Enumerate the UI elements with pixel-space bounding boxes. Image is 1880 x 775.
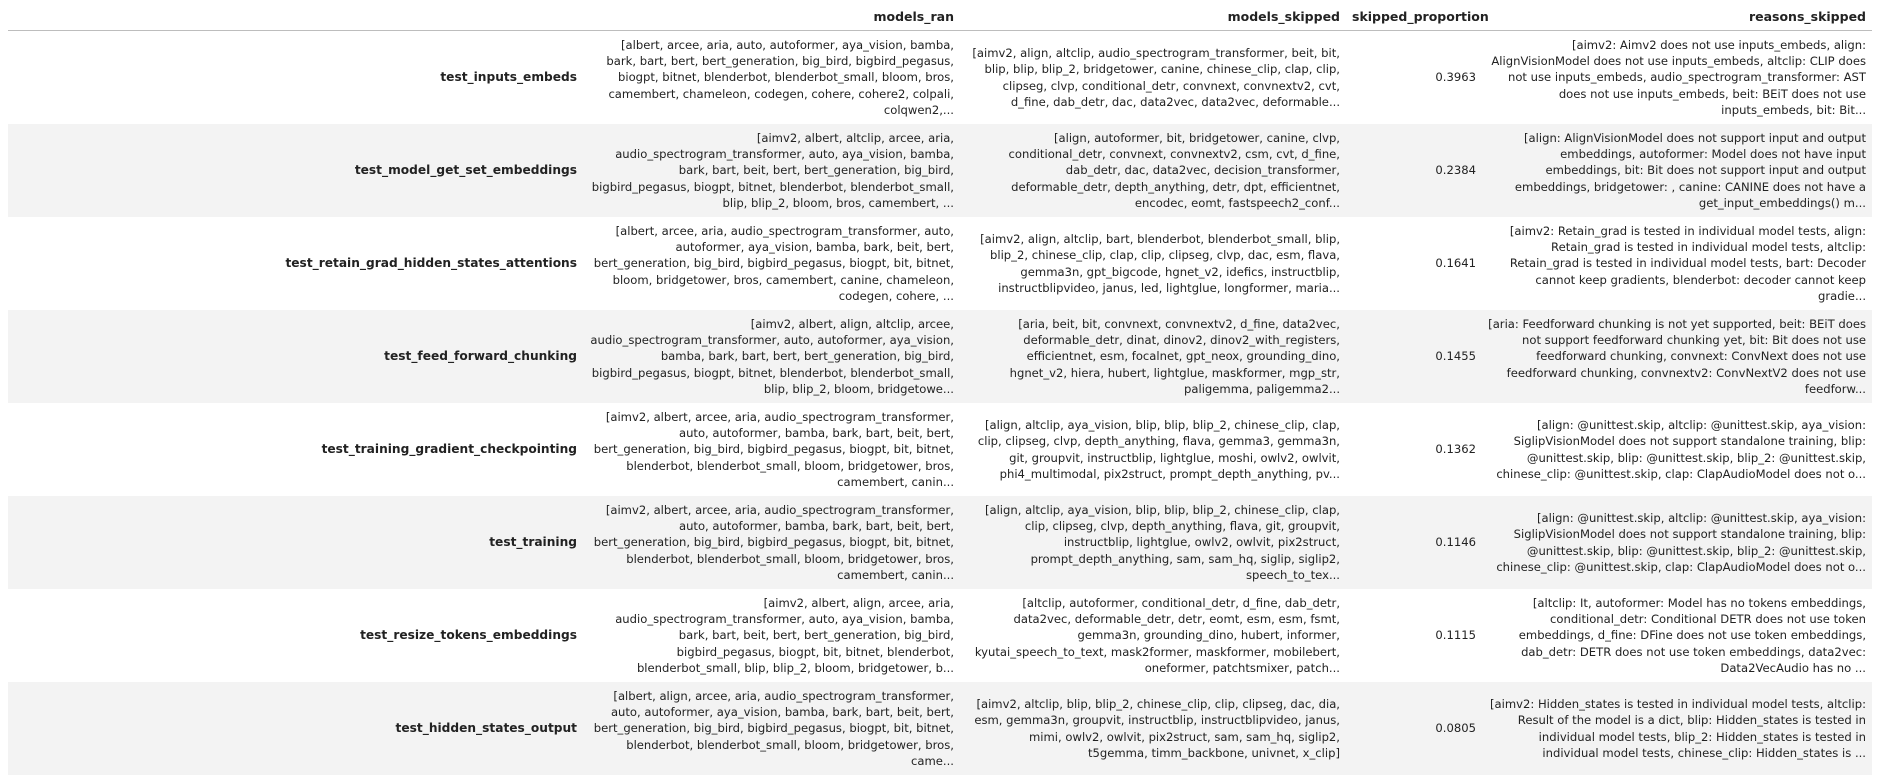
cell-models-ran: [aimv2, albert, arcee, aria, audio_spectrogram_transformer, auto, autoformer, bamba, bark, bart, beit, bert, bert_generation, big_bird, bigbird_pegasus, biogpt, bit, bitnet, blenderbot, blenderbot_small, bloom, bridgetower, bros, camembert, canin... <box>583 496 960 589</box>
table-row <box>8 310 1872 403</box>
table-row <box>8 124 1872 217</box>
table-header <box>8 6 1872 31</box>
table-row <box>8 682 1872 775</box>
cell-models-skipped: [aria, beit, bit, convnext, convnextv2, d_fine, data2vec, deformable_detr, dinat, dinov2, dinov2_with_registers, efficientnet, esm, focalnet, gpt_neox, grounding_dino, hgnet_v2, hiera, hubert, lightglue, maskformer, mgp_str, paligemma, paligemma2... <box>960 310 1346 403</box>
table-row <box>8 589 1872 682</box>
cell-skipped-proportion: 0.1455 <box>1346 310 1482 403</box>
table-body <box>8 31 1872 775</box>
row-test-name: test_hidden_states_output <box>8 682 583 775</box>
cell-models-skipped: [aimv2, align, altclip, bart, blenderbot, blenderbot_small, blip, blip_2, chinese_clip, clap, clip, clipseg, clvp, dac, esm, flava, gemma3n, gpt_bigcode, hgnet_v2, idefics, instructblip, instructblipvideo, janus, led, lightglue, longformer, maria... <box>960 217 1346 310</box>
cell-skipped-proportion: 0.1146 <box>1346 496 1482 589</box>
cell-skipped-proportion: 0.1362 <box>1346 403 1482 496</box>
cell-skipped-proportion: 0.2384 <box>1346 124 1482 217</box>
row-test-name: test_inputs_embeds <box>8 31 583 125</box>
table-row <box>8 217 1872 310</box>
cell-models-ran: [albert, arcee, aria, auto, autoformer, aya_vision, bamba, bark, bart, bert, bert_generation, big_bird, bigbird_pegasus, biogpt, bitnet, blenderbot, blenderbot_small, bloom, bros, camembert, chameleon, codegen, cohere, cohere2, colpali, colqwen2,... <box>583 31 960 125</box>
cell-skipped-proportion: 0.0805 <box>1346 682 1482 775</box>
cell-skipped-proportion: 0.1115 <box>1346 589 1482 682</box>
cell-models-skipped: [align, autoformer, bit, bridgetower, canine, clvp, conditional_detr, convnext, convnextv2, csm, cvt, d_fine, dab_detr, dac, data2vec, decision_transformer, deformable_detr, depth_anything, detr, dpt, efficientnet, encodec, eomt, fastspeech2_conf... <box>960 124 1346 217</box>
cell-reasons-skipped: [altclip: It, autoformer: Model has no tokens embeddings, conditional_detr: Conditional DETR does not use token embeddings, d_fine: DFine does not use token embeddings, dab_detr: DETR does not use token embeddings, data2vec: Data2VecAudio has no ... <box>1482 589 1872 682</box>
cell-models-ran: [aimv2, albert, arcee, aria, audio_spectrogram_transformer, auto, autoformer, bamba, bark, bart, beit, bert, bert_generation, big_bird, bigbird_pegasus, biogpt, bit, bitnet, blenderbot, blenderbot_small, bloom, bridgetower, bros, camembert, canin... <box>583 403 960 496</box>
cell-reasons-skipped: [align: AlignVisionModel does not support input and output embeddings, autoformer: Model does not have input embeddings, bit: Bit does not support input and output embeddings, bridgetower: , canine: CANINE does not have a get_input_embeddings() m... <box>1482 124 1872 217</box>
row-test-name: test_training_gradient_checkpointing <box>8 403 583 496</box>
cell-models-ran: [aimv2, albert, align, altclip, arcee, audio_spectrogram_transformer, auto, autoformer, aya_vision, bamba, bark, bart, bert, bert_generation, big_bird, bigbird_pegasus, biogpt, bitnet, blenderbot, blenderbot_small, blip, blip_2, bloom, bridgetowe... <box>583 310 960 403</box>
cell-skipped-proportion: 0.1641 <box>1346 217 1482 310</box>
header-models-skipped: models_skipped <box>960 6 1346 31</box>
cell-models-skipped: [aimv2, altclip, blip, blip_2, chinese_clip, clip, clipseg, dac, dia, esm, gemma3n, groupvit, instructblip, instructblipvideo, janus, mimi, owlv2, owlvit, pix2struct, sam, sam_hq, siglip2, t5gemma, timm_backbone, univnet, x_clip] <box>960 682 1346 775</box>
cell-models-ran: [aimv2, albert, altclip, arcee, aria, audio_spectrogram_transformer, auto, aya_vision, bamba, bark, bart, beit, bert, bert_generation, big_bird, bigbird_pegasus, biogpt, bitnet, blenderbot, blenderbot_small, blip, blip_2, bloom, bros, camembert, ... <box>583 124 960 217</box>
cell-models-ran: [albert, align, arcee, aria, audio_spectrogram_transformer, auto, autoformer, aya_vision, bamba, bark, bart, beit, bert, bert_generation, big_bird, bigbird_pegasus, biogpt, bit, bitnet, blenderbot, blenderbot_small, bloom, bridgetower, bros, came... <box>583 682 960 775</box>
cell-models-ran: [aimv2, albert, align, arcee, aria, audio_spectrogram_transformer, auto, aya_vision, bamba, bark, bart, beit, bert, bert_generation, big_bird, bigbird_pegasus, biogpt, bit, bitnet, blenderbot, blenderbot_small, blip, blip_2, bloom, bridgetower, b... <box>583 589 960 682</box>
table-row <box>8 496 1872 589</box>
cell-skipped-proportion: 0.3963 <box>1346 31 1482 125</box>
header-skipped-proportion: skipped_proportion <box>1346 6 1482 31</box>
header-index <box>8 6 583 31</box>
table-row <box>8 31 1872 125</box>
row-test-name: test_resize_tokens_embeddings <box>8 589 583 682</box>
cell-reasons-skipped: [align: @unittest.skip, altclip: @unittest.skip, aya_vision: SiglipVisionModel does not support standalone training, blip: @unittest.skip, blip: @unittest.skip, blip_2: @unittest.skip, chinese_clip: @unittest.skip, clap: ClapAudioModel does not o... <box>1482 403 1872 496</box>
cell-reasons-skipped: [align: @unittest.skip, altclip: @unittest.skip, aya_vision: SiglipVisionModel does not support standalone training, blip: @unittest.skip, blip: @unittest.skip, blip_2: @unittest.skip, chinese_clip: @unittest.skip, clap: ClapAudioModel does not o... <box>1482 496 1872 589</box>
header-models-ran: models_ran <box>583 6 960 31</box>
cell-models-skipped: [align, altclip, aya_vision, blip, blip, blip_2, chinese_clip, clap, clip, clipseg, clvp, depth_anything, flava, gemma3, gemma3n, git, groupvit, instructblip, lightglue, moshi, owlv2, owlvit, phi4_multimodal, pix2struct, prompt_depth_anything, pv... <box>960 403 1346 496</box>
row-test-name: test_retain_grad_hidden_states_attentions <box>8 217 583 310</box>
row-test-name: test_model_get_set_embeddings <box>8 124 583 217</box>
table-row <box>8 403 1872 496</box>
results-table <box>8 6 1872 775</box>
cell-reasons-skipped: [aimv2: Retain_grad is tested in individual model tests, align: Retain_grad is tested in individual model tests, altclip: Retain_grad is tested in individual model tests, bart: Decoder cannot keep gradients, blenderbot: decoder cannot keep gradie... <box>1482 217 1872 310</box>
cell-models-skipped: [aimv2, align, altclip, audio_spectrogram_transformer, beit, bit, blip, blip, blip_2, bridgetower, canine, chinese_clip, clap, clip, clipseg, clvp, conditional_detr, convnext, convnextv2, cvt, d_fine, dab_detr, dac, data2vec, data2vec, deformable... <box>960 31 1346 125</box>
cell-models-ran: [albert, arcee, aria, audio_spectrogram_transformer, auto, autoformer, aya_vision, bamba, bark, beit, bert, bert_generation, big_bird, bigbird_pegasus, biogpt, bit, bitnet, bloom, bridgetower, bros, camembert, canine, chameleon, codegen, cohere, ... <box>583 217 960 310</box>
cell-reasons-skipped: [aimv2: Hidden_states is tested in individual model tests, altclip: Result of the model is a dict, blip: Hidden_states is tested in individual model tests, blip_2: Hidden_states is tested in individual model tests, chinese_clip: Hidden_states is ... <box>1482 682 1872 775</box>
cell-models-skipped: [align, altclip, aya_vision, blip, blip, blip_2, chinese_clip, clap, clip, clipseg, clvp, depth_anything, flava, git, groupvit, instructblip, lightglue, owlv2, owlvit, pix2struct, prompt_depth_anything, sam, sam_hq, siglip, siglip2, speech_to_tex... <box>960 496 1346 589</box>
row-test-name: test_training <box>8 496 583 589</box>
cell-reasons-skipped: [aria: Feedforward chunking is not yet supported, beit: BEiT does not support feedforward chunking yet, bit: Bit does not use feedforward chunking, convnext: ConvNext does not use feedforward chunking, convnextv2: ConvNextV2 does not use feedforw... <box>1482 310 1872 403</box>
cell-models-skipped: [altclip, autoformer, conditional_detr, d_fine, dab_detr, data2vec, deformable_detr, detr, eomt, esm, esm, fsmt, gemma3n, grounding_dino, hubert, informer, kyutai_speech_to_text, mask2former, maskformer, mobilebert, oneformer, patchtsmixer, patch... <box>960 589 1346 682</box>
header-reasons-skipped: reasons_skipped <box>1482 6 1872 31</box>
row-test-name: test_feed_forward_chunking <box>8 310 583 403</box>
header-row <box>8 6 1872 31</box>
cell-reasons-skipped: [aimv2: Aimv2 does not use inputs_embeds, align: AlignVisionModel does not use inputs_embeds, altclip: CLIP does not use inputs_embeds, audio_spectrogram_transformer: AST does not use inputs_embeds, beit: BEiT does not use inputs_embeds, bit: Bit... <box>1482 31 1872 125</box>
